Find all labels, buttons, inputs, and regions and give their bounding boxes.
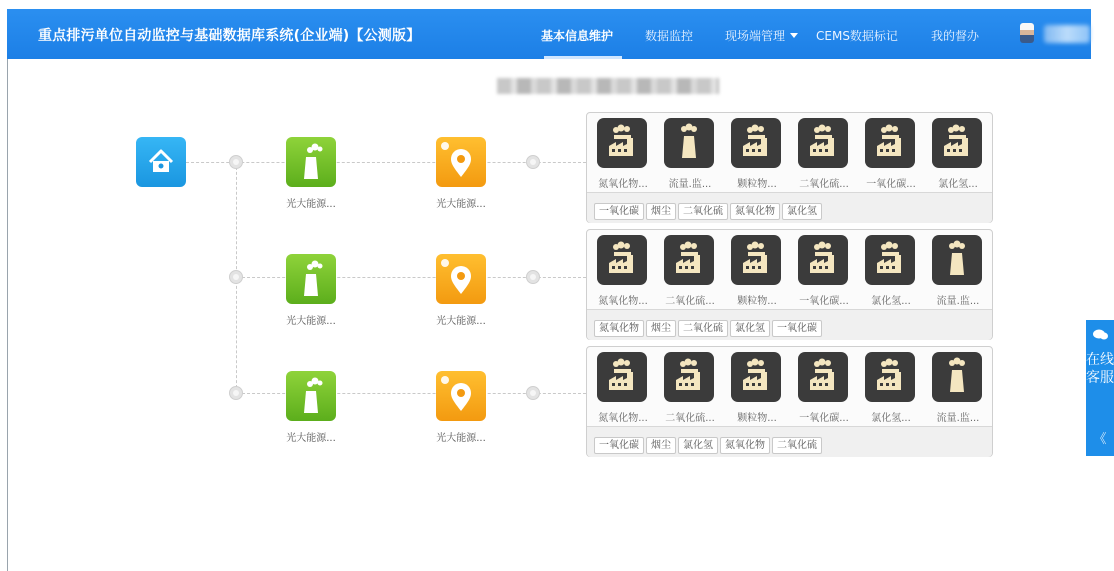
tree-junction-dot [526, 386, 540, 400]
monitor-icons-row [587, 113, 992, 192]
monitor-item[interactable] [725, 235, 785, 305]
nav-site-management[interactable] [725, 27, 798, 44]
factory-icon [597, 352, 647, 402]
online-service-label: 在线客服 [1086, 352, 1114, 386]
nav-my-supervision[interactable]: 我的督办 [931, 29, 980, 43]
company-name-redacted [497, 78, 719, 94]
pollutant-tag[interactable]: 二氧化硫 [678, 320, 728, 337]
tree-junction-dot [229, 155, 243, 169]
monitor-label: 一氧化碳... [799, 296, 849, 307]
factory-icon [865, 235, 915, 285]
nav-data-monitor[interactable]: 数据监控 [645, 29, 694, 43]
monitor-label: 氯化氢... [871, 296, 911, 307]
nav-cems-mark[interactable]: CEMS数据标记 [816, 29, 898, 43]
tree-junction-dot [526, 155, 540, 169]
chimney-icon [932, 235, 982, 285]
monitor-item[interactable] [859, 235, 919, 305]
monitor-label: 氯化氢... [938, 179, 978, 190]
home-node[interactable] [136, 137, 186, 187]
outlet-label: 光大能源... [436, 316, 486, 327]
factory-icon [731, 352, 781, 402]
pollutant-tag[interactable]: 烟尘 [646, 203, 676, 220]
active-tab-indicator [544, 56, 622, 59]
monitor-item[interactable] [926, 118, 986, 188]
factory-icon [865, 118, 915, 168]
monitor-label: 颗粒物... [737, 413, 777, 424]
top-header [7, 9, 1091, 59]
monitor-item[interactable] [658, 352, 718, 422]
nav-basic-info[interactable]: 基本信息维护 [541, 29, 614, 43]
monitor-label: 氮氧化物... [598, 296, 648, 307]
enterprise-label: 光大能源... [286, 433, 336, 444]
monitor-item[interactable] [926, 352, 986, 422]
collapse-arrow-icon[interactable]: 《 [1093, 432, 1107, 447]
monitor-item[interactable] [859, 118, 919, 188]
tree-junction-dot [229, 270, 243, 284]
monitor-label: 流量.监... [668, 179, 712, 190]
pollutant-tag[interactable]: 烟尘 [646, 320, 676, 337]
nav-site-management-label: 现场端管理 [725, 29, 786, 43]
outlet-node[interactable] [436, 254, 486, 304]
pollutant-tags-row [587, 192, 992, 223]
outlet-node[interactable] [436, 371, 486, 421]
location-pin-icon [436, 137, 486, 187]
monitor-panel [586, 346, 993, 457]
monitor-panel [586, 229, 993, 340]
monitor-item[interactable] [926, 235, 986, 305]
factory-icon [597, 235, 647, 285]
pollutant-tag[interactable]: 氮氧化物 [720, 437, 770, 454]
factory-icon [664, 235, 714, 285]
factory-icon [731, 118, 781, 168]
monitor-label: 一氧化碳... [799, 413, 849, 424]
pollutant-tag[interactable]: 一氧化碳 [594, 203, 644, 220]
pollutant-tag[interactable]: 氮氧化物 [730, 203, 780, 220]
tree-junction-dot [526, 270, 540, 284]
chimney-icon [932, 352, 982, 402]
factory-icon [731, 235, 781, 285]
monitor-item[interactable] [792, 352, 852, 422]
monitor-item[interactable] [591, 235, 651, 305]
factory-icon [932, 118, 982, 168]
pollutant-tag[interactable]: 氯化氢 [730, 320, 770, 337]
factory-icon [798, 352, 848, 402]
chimney-icon [286, 137, 336, 187]
home-icon [136, 137, 186, 187]
monitor-label: 二氧化硫... [665, 413, 715, 424]
monitor-label: 颗粒物... [737, 296, 777, 307]
monitor-label: 颗粒物... [737, 179, 777, 190]
factory-icon [865, 352, 915, 402]
online-service-widget[interactable] [1086, 320, 1114, 456]
chat-icon [1093, 329, 1108, 340]
monitor-icons-row [587, 230, 992, 309]
pollutant-tag[interactable]: 氯化氢 [782, 203, 822, 220]
outlet-node[interactable] [436, 137, 486, 187]
tree-junction-dot [229, 386, 243, 400]
chimney-icon [286, 254, 336, 304]
monitor-item[interactable] [591, 118, 651, 188]
monitor-label: 一氧化碳... [866, 179, 916, 190]
outlet-label: 光大能源... [436, 199, 486, 210]
pollutant-tag[interactable]: 二氧化硫 [772, 437, 822, 454]
pollutant-tag[interactable]: 一氧化碳 [772, 320, 822, 337]
pollutant-tag[interactable]: 二氧化硫 [678, 203, 728, 220]
pollutant-tag[interactable]: 一氧化碳 [594, 437, 644, 454]
monitor-item[interactable] [658, 118, 718, 188]
monitor-item[interactable] [658, 235, 718, 305]
monitor-label: 氮氧化物... [598, 413, 648, 424]
enterprise-node[interactable] [286, 254, 336, 304]
chimney-icon [286, 371, 336, 421]
enterprise-node[interactable] [286, 137, 336, 187]
monitor-item[interactable] [859, 352, 919, 422]
monitor-panel [586, 112, 993, 223]
app-title: 重点排污单位自动监控与基础数据库系统(企业端)【公测版】 [38, 28, 421, 44]
pollutant-tag[interactable]: 烟尘 [646, 437, 676, 454]
enterprise-label: 光大能源... [286, 199, 336, 210]
location-pin-icon [436, 254, 486, 304]
factory-icon [597, 118, 647, 168]
chevron-down-icon [790, 33, 798, 38]
pollutant-tags-row [587, 426, 992, 457]
chimney-icon [664, 118, 714, 168]
monitor-item[interactable] [591, 352, 651, 422]
monitor-label: 氯化氢... [871, 413, 911, 424]
enterprise-node[interactable] [286, 371, 336, 421]
enterprise-label: 光大能源... [286, 316, 336, 327]
monitor-item[interactable] [792, 118, 852, 188]
outlet-label: 光大能源... [436, 433, 486, 444]
factory-icon [798, 118, 848, 168]
pollutant-tag[interactable]: 氮氧化物 [594, 320, 644, 337]
monitor-label: 二氧化硫... [799, 179, 849, 190]
factory-icon [664, 352, 714, 402]
location-pin-icon [436, 371, 486, 421]
user-avatar[interactable] [1020, 23, 1034, 43]
username-redacted[interactable] [1044, 25, 1090, 43]
monitor-item[interactable] [792, 235, 852, 305]
monitor-item[interactable] [725, 352, 785, 422]
monitor-label: 氮氧化物... [598, 179, 648, 190]
monitor-icons-row [587, 347, 992, 426]
monitor-label: 流量.监... [936, 296, 980, 307]
monitor-label: 二氧化硫... [665, 296, 715, 307]
monitor-label: 流量.监... [936, 413, 980, 424]
factory-icon [798, 235, 848, 285]
pollutant-tag[interactable]: 氯化氢 [678, 437, 718, 454]
pollutant-tags-row [587, 309, 992, 340]
monitor-item[interactable] [725, 118, 785, 188]
